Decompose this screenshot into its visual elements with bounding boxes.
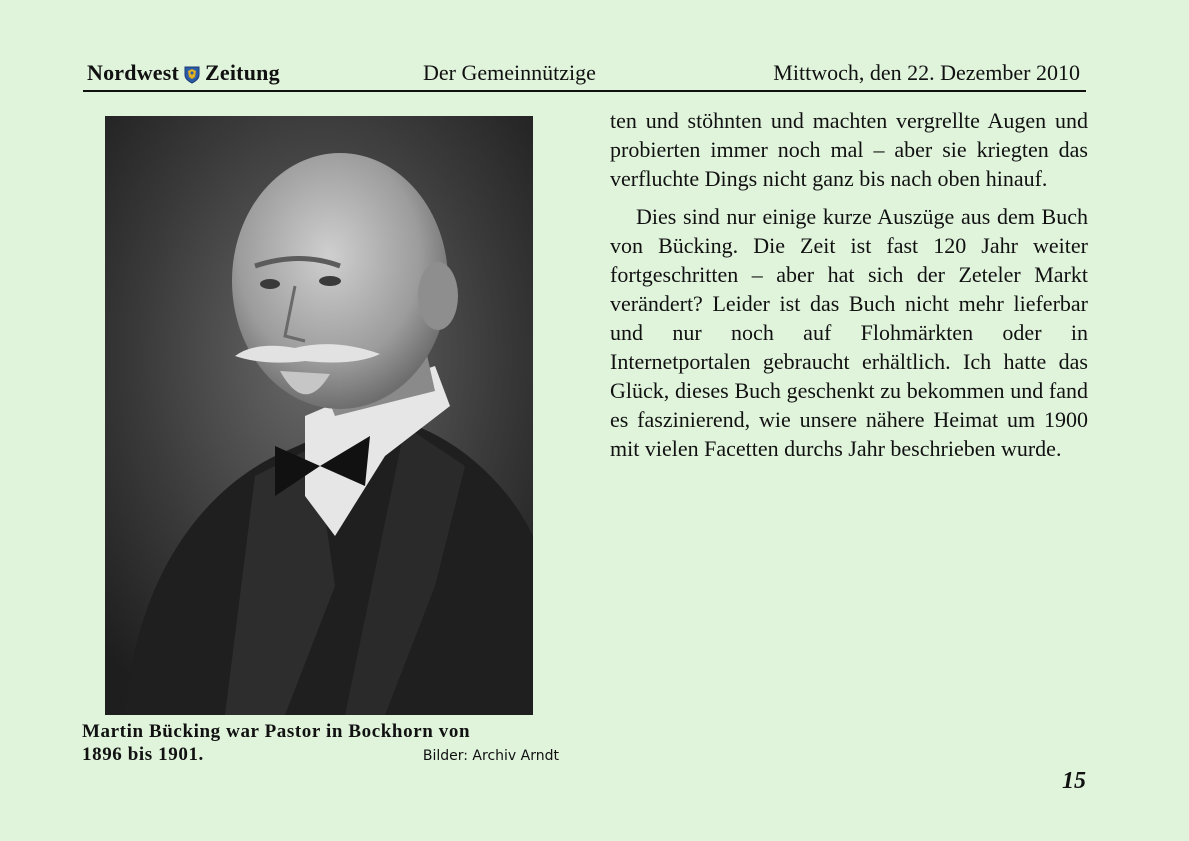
caption-line-2-row (82, 743, 559, 768)
caption-line-1: Martin Bücking war Pastor in Bockhorn von (82, 721, 471, 742)
masthead-right: Zeitung (205, 60, 280, 85)
issue-date: Mittwoch, den 22. Dezember 2010 (773, 60, 1080, 85)
article-paragraph-1: ten und stöhnten und machten vergrellte Augen und probierten immer noch mal – aber sie kriegten das verfluchte Dings nicht ganz bis nach oben hinauf. (610, 108, 1088, 191)
portrait-photo (105, 116, 533, 715)
page-header (83, 58, 1086, 92)
photo-credit: Bilder: Archiv Arndt (422, 748, 559, 764)
article-body (610, 106, 1088, 472)
newspaper-masthead (87, 60, 280, 86)
page-number: 15 (1062, 768, 1086, 794)
photo-caption (82, 720, 559, 768)
article-paragraph-2: Dies sind nur einige kurze Auszüge aus dem Buch von Bücking. Die Zeit ist fast 120 Jahr weiter fortgeschritten – aber hat sich der Zeteler Markt verändert? Leider ist das Buch nicht mehr lieferbar und nur noch auf Flohmärkten oder in Internetportalen gebraucht erhältlich. Ich hatte das Glück, dieses Buch geschenkt zu bekommen und fand es faszinierend, wie unsere nähere Heimat um 1900 mit vielen Facetten durchs Jahr beschrieben wurde. (610, 204, 1088, 461)
coat-of-arms-icon (184, 64, 200, 82)
section-title: Der Gemeinnützige (423, 60, 596, 85)
masthead-left: Nordwest (87, 60, 180, 85)
caption-line-2: 1896 bis 1901. (82, 744, 204, 765)
